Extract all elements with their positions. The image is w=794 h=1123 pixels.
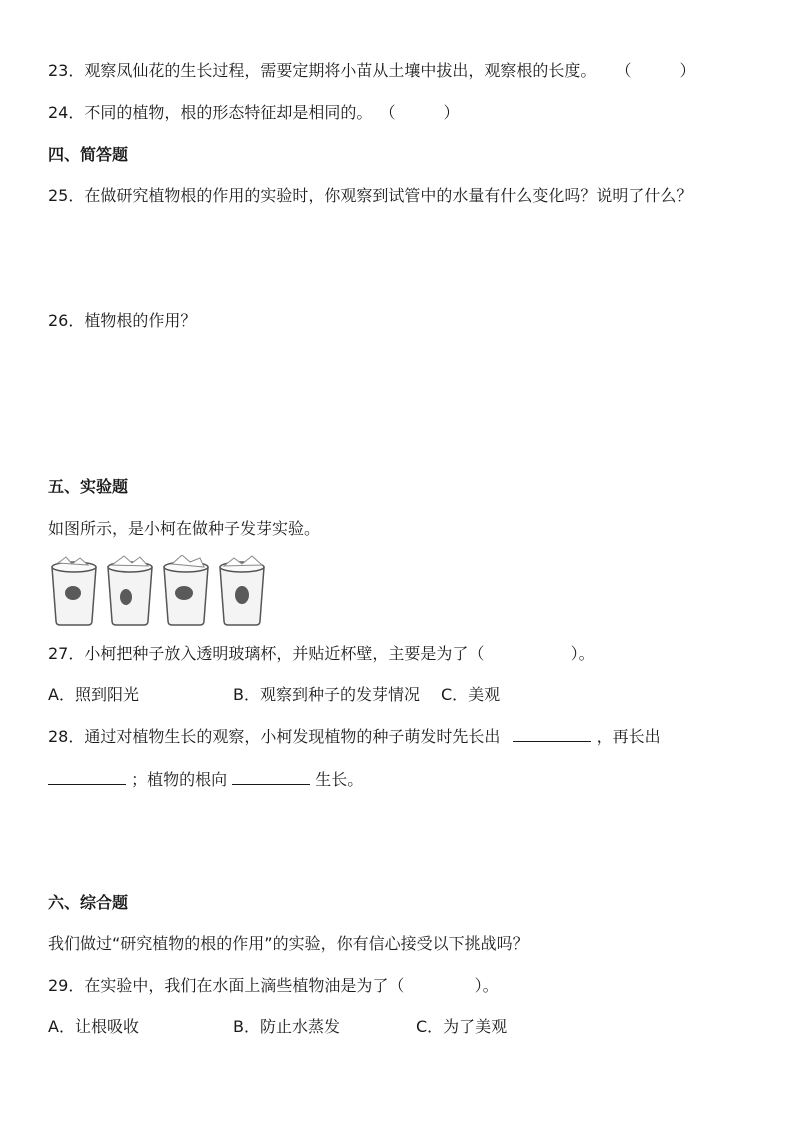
- section-heading-short-answer: 四、简答题: [48, 145, 129, 164]
- question-28-continued: [48, 770, 363, 790]
- answer-paren[interactable]: （ ）: [615, 61, 696, 80]
- option-b[interactable]: B．观察到种子的发芽情况: [233, 685, 420, 704]
- question-27-text: 27．小柯把种子放入透明玻璃杯，并贴近杯壁，主要是为了（: [48, 644, 485, 663]
- answer-blank[interactable]: [513, 727, 591, 742]
- question-27-close: ）。: [570, 644, 595, 663]
- answer-blank[interactable]: [232, 770, 310, 785]
- question-29: [48, 976, 499, 996]
- question-24: [48, 103, 459, 123]
- question-28-text-4: 生长。: [315, 770, 364, 789]
- question-23-text: 23．观察凤仙花的生长过程，需要定期将小苗从土壤中拔出，观察根的长度。: [48, 61, 597, 80]
- question-28: [48, 727, 661, 747]
- seed-germination-cups-image: [48, 555, 268, 627]
- cup-icon: [108, 556, 152, 625]
- question-27: [48, 644, 595, 664]
- question-29-close: ）。: [474, 976, 499, 995]
- question-28-text-2: ，再长出: [596, 727, 661, 746]
- question-23: [48, 61, 695, 81]
- question-29-text: 29．在实验中，我们在水面上滴些植物油是为了（: [48, 976, 405, 995]
- question-28-text: 28．通过对植物生长的观察，小柯发现植物的种子萌发时先长出: [48, 727, 501, 746]
- option-c[interactable]: C．美观: [441, 685, 501, 704]
- comprehensive-intro: 我们做过“研究植物的根的作用”的实验，你有信心接受以下挑战吗？: [48, 934, 529, 953]
- question-26: 26．植物根的作用？: [48, 311, 197, 330]
- cup-icon: [220, 556, 264, 625]
- cup-icon: [52, 557, 96, 625]
- question-28-text-3: ；植物的根向: [131, 770, 228, 789]
- experiment-intro: 如图所示，是小柯在做种子发芽实验。: [48, 519, 321, 538]
- option-a[interactable]: A．让根吸收: [48, 1017, 139, 1036]
- answer-blank[interactable]: [48, 770, 126, 785]
- question-25: 25．在做研究植物根的作用的实验时，你观察到试管中的水量有什么变化吗？说明了什么？: [48, 186, 693, 205]
- section-heading-experiment: 五、实验题: [48, 477, 129, 496]
- option-b[interactable]: B．防止水蒸发: [233, 1017, 340, 1036]
- section-heading-comprehensive: 六、综合题: [48, 893, 129, 912]
- question-24-text: 24．不同的植物，根的形态特征却是相同的。: [48, 103, 373, 122]
- option-c[interactable]: C．为了美观: [416, 1017, 508, 1036]
- answer-paren[interactable]: （ ）: [379, 103, 460, 122]
- cup-icon: [164, 555, 208, 625]
- option-a[interactable]: A．照到阳光: [48, 685, 139, 704]
